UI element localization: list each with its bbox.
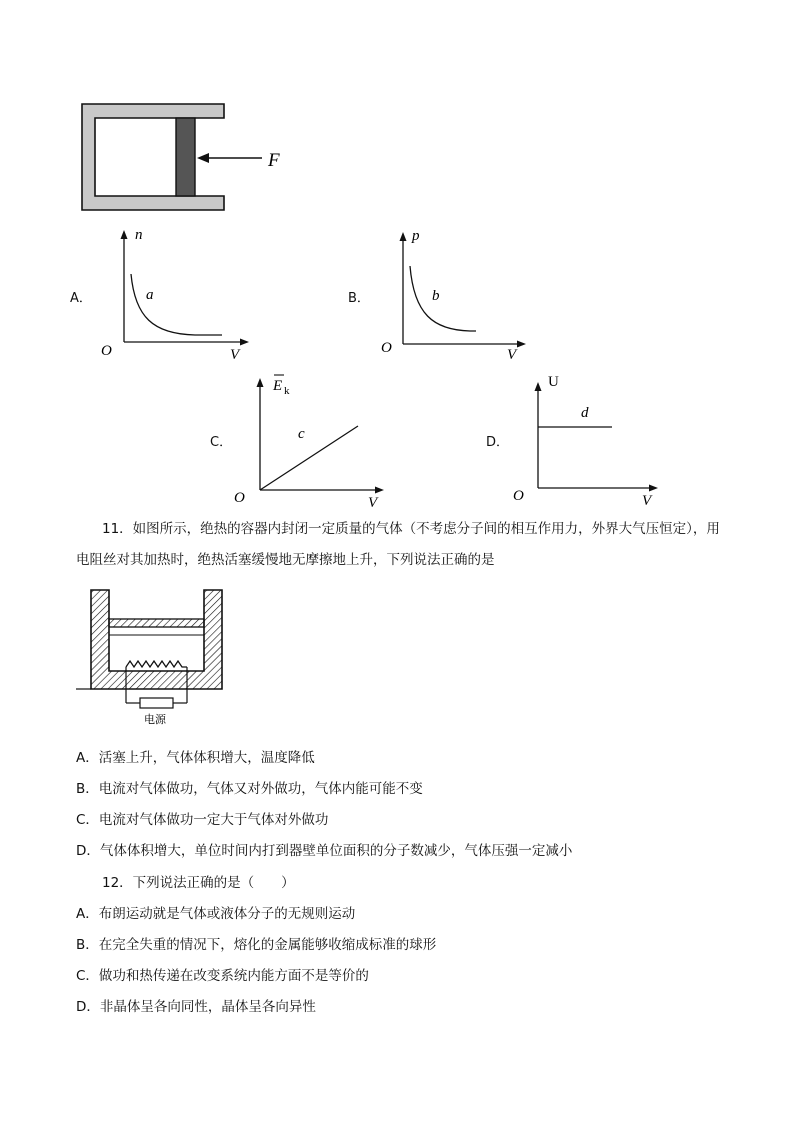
container-wall bbox=[91, 590, 222, 689]
graph-d bbox=[510, 366, 670, 512]
x-axis-arrow-icon bbox=[240, 339, 249, 346]
x-axis-label: V bbox=[642, 493, 652, 509]
power-source-box bbox=[140, 698, 173, 708]
piston-cylinder-figure bbox=[0, 0, 794, 230]
curve-b-label: b bbox=[432, 288, 440, 304]
curve-b bbox=[410, 266, 476, 331]
q12-option-b: B．在完全失重的情况下，熔化的金属能够收缩成标准的球形 bbox=[76, 937, 437, 953]
force-label: F bbox=[268, 150, 280, 171]
force-arrowhead-icon bbox=[197, 153, 209, 163]
q12-stem: 12．下列说法正确的是（ ） bbox=[102, 875, 295, 891]
y-axis-subscript: k bbox=[284, 385, 290, 397]
origin-label: O bbox=[513, 488, 524, 504]
line-d-label: d bbox=[581, 405, 589, 421]
option-d-label: D． bbox=[486, 435, 510, 450]
graph-c bbox=[230, 366, 395, 512]
q12-option-a: A．布朗运动就是气体或液体分子的无规则运动 bbox=[76, 906, 356, 922]
q12-option-d: D．非晶体呈各向同性，晶体呈各向异性 bbox=[76, 999, 316, 1015]
curve-a bbox=[131, 274, 222, 335]
x-axis-arrow-icon bbox=[649, 485, 658, 492]
q12-option-c: C．做功和热传递在改变系统内能方面不是等价的 bbox=[76, 968, 369, 984]
option-b-label: B． bbox=[348, 291, 370, 306]
x-axis-label: V bbox=[368, 495, 378, 511]
y-axis-label: p bbox=[412, 228, 420, 244]
curve-a-label: a bbox=[146, 287, 154, 303]
q11-stem-line2: 电阻丝对其加热时，绝热活塞缓慢地无摩擦地上升，下列说法正确的是 bbox=[76, 552, 495, 568]
power-source-label: 电源 bbox=[144, 713, 166, 726]
y-axis-arrow-icon bbox=[535, 382, 542, 391]
resistance-wire bbox=[126, 661, 187, 667]
x-axis-label: V bbox=[230, 347, 240, 363]
q11-option-c: C．电流对气体做功一定大于气体对外做功 bbox=[76, 812, 329, 828]
graph-b bbox=[378, 222, 538, 364]
option-a-label: A． bbox=[70, 291, 92, 306]
origin-label: O bbox=[381, 340, 392, 356]
graph-a bbox=[95, 222, 255, 364]
q11-stem-line1: 11．如图所示，绝热的容器内封闭一定质量的气体（不考虑分子间的相互作用力，外界大气压恒定），用 bbox=[102, 521, 720, 537]
y-axis-arrow-icon bbox=[257, 378, 264, 387]
y-axis-label: n bbox=[135, 227, 143, 243]
y-axis-arrow-icon bbox=[121, 230, 128, 239]
option-c-label: C． bbox=[210, 435, 233, 450]
piston bbox=[176, 118, 195, 196]
line-c-label: c bbox=[298, 426, 305, 442]
origin-label: O bbox=[101, 343, 112, 359]
line-c bbox=[260, 426, 358, 490]
y-axis-label: E bbox=[273, 378, 283, 394]
insulated-piston bbox=[109, 619, 204, 627]
y-axis-arrow-icon bbox=[400, 232, 407, 241]
heater-container-figure bbox=[70, 585, 250, 730]
x-axis-label: V bbox=[507, 347, 517, 363]
q11-option-b: B．电流对气体做功，气体又对外做功，气体内能可能不变 bbox=[76, 781, 423, 797]
q11-option-a: A．活塞上升，气体体积增大，温度降低 bbox=[76, 750, 315, 766]
origin-label: O bbox=[234, 490, 245, 506]
x-axis-arrow-icon bbox=[517, 341, 526, 348]
y-axis-label: U bbox=[548, 374, 559, 390]
q11-option-d: D．气体体积增大，单位时间内打到器壁单位面积的分子数减少，气体压强一定减小 bbox=[76, 843, 573, 859]
x-axis-arrow-icon bbox=[375, 487, 384, 494]
